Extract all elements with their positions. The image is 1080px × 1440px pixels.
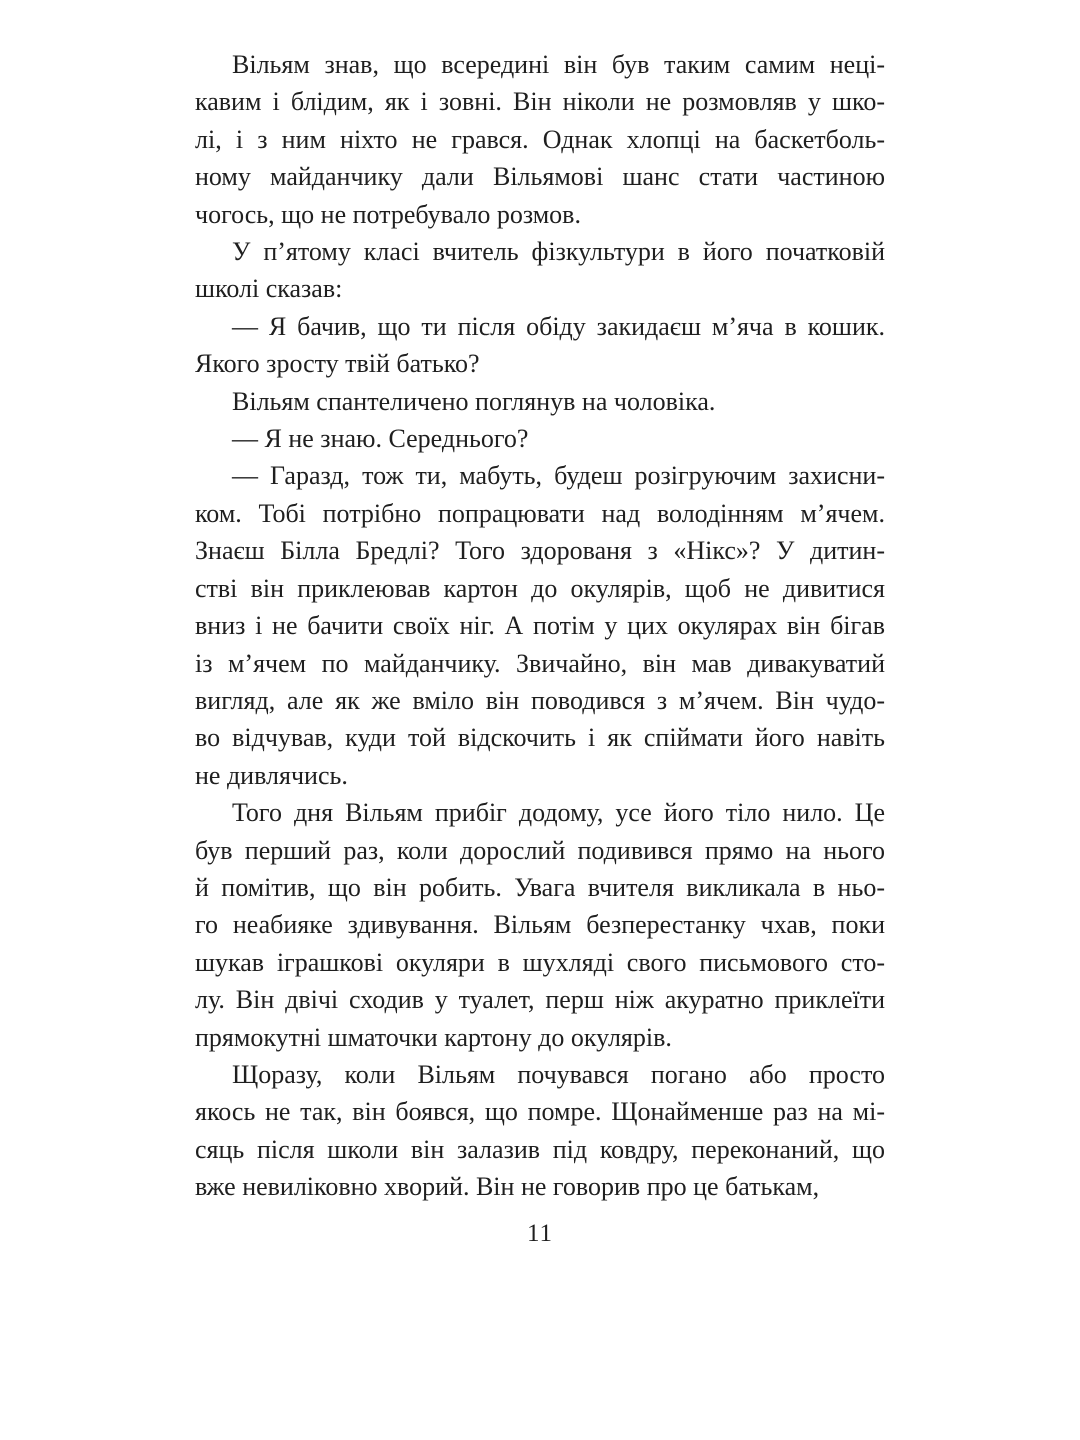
text-line: із м’ячем по майданчику. Звичайно, він мав дивакуватий bbox=[195, 648, 885, 678]
text-line: Знаєш Білла Бредлі? Того здорованя з «Нікс»? У дитин- bbox=[195, 536, 885, 566]
paragraph bbox=[195, 233, 885, 308]
text-line: У п’ятому класі вчитель фізкультури в його початковій bbox=[232, 237, 885, 267]
text-line: був перший раз, коли дорослий подивився прямо на нього bbox=[195, 835, 885, 865]
text-line: сяць після школи він залазив під ковдру, переконаний, що bbox=[195, 1134, 885, 1164]
paragraph bbox=[195, 308, 885, 383]
text-line: стві він приклеював картон до окулярів, щоб не дивитися bbox=[195, 573, 885, 603]
paragraph bbox=[195, 383, 885, 420]
paragraph bbox=[195, 46, 885, 233]
text-line: прямокутні шматочки картону до окулярів. bbox=[195, 1022, 672, 1052]
text-line: якось не так, він боявся, що помре. Щонайменше раз на мі- bbox=[195, 1097, 885, 1127]
paragraph bbox=[195, 1056, 885, 1206]
page-text-block bbox=[195, 46, 885, 1206]
text-line: шукав іграшкові окуляри в шухляді свого письмового сто- bbox=[195, 947, 885, 977]
paragraph bbox=[195, 457, 885, 794]
text-line: школі сказав: bbox=[195, 274, 343, 304]
text-line: вже невиліковно хворий. Він не говорив про це батькам, bbox=[195, 1172, 820, 1202]
text-line: — Я бачив, що ти після обіду закидаєш м’яча в кошик. bbox=[232, 311, 885, 341]
text-line: — Я не знаю. Середнього? bbox=[232, 424, 529, 454]
page-number: 11 bbox=[526, 1220, 554, 1247]
text-line: вниз і не бачити своїх ніг. А потім у цих окулярах він бігав bbox=[195, 611, 885, 641]
text-line: вигляд, але як же вміло він поводився з м’ячем. Він чудо- bbox=[195, 685, 885, 715]
text-line: Вільям знав, що всередині він був таким самим неці- bbox=[232, 50, 885, 79]
text-line: Вільям спантеличено поглянув на чоловіка. bbox=[232, 386, 716, 416]
text-line: лу. Він двічі сходив у туалет, перш ніж акуратно приклеїти bbox=[195, 985, 885, 1015]
text-line: Того дня Вільям прибіг додому, усе його тіло нило. Це bbox=[232, 798, 885, 828]
text-line: во відчував, куди той відскочить і як спіймати його навіть bbox=[195, 723, 885, 753]
text-line: Якого зросту твій батько? bbox=[195, 349, 480, 379]
text-line: ком. Тобі потрібно попрацювати над володінням м’ячем. bbox=[195, 498, 885, 528]
text-line: лі, і з ним ніхто не грався. Однак хлопці на баскетболь- bbox=[195, 124, 885, 154]
text-line: й помітив, що він робить. Увага вчителя викликала в ньо- bbox=[195, 872, 885, 902]
text-line: го неабияке здивування. Вільям безперестанку чхав, поки bbox=[195, 910, 885, 940]
text-line: не дивлячись. bbox=[195, 760, 348, 790]
text-line: ному майданчику дали Вільямові шанс стати частиною bbox=[195, 162, 885, 192]
text-line: кавим і блідим, як і зовні. Він ніколи не розмовляв у шко- bbox=[195, 87, 885, 117]
paragraph bbox=[195, 420, 885, 457]
text-line: — Гаразд, тож ти, мабуть, будеш розігруючим захисни- bbox=[232, 461, 885, 491]
text-line: чогось, що не потребувало розмов. bbox=[195, 199, 581, 229]
paragraph bbox=[195, 794, 885, 1056]
text-line: Щоразу, коли Вільям почувався погано або просто bbox=[232, 1059, 885, 1089]
